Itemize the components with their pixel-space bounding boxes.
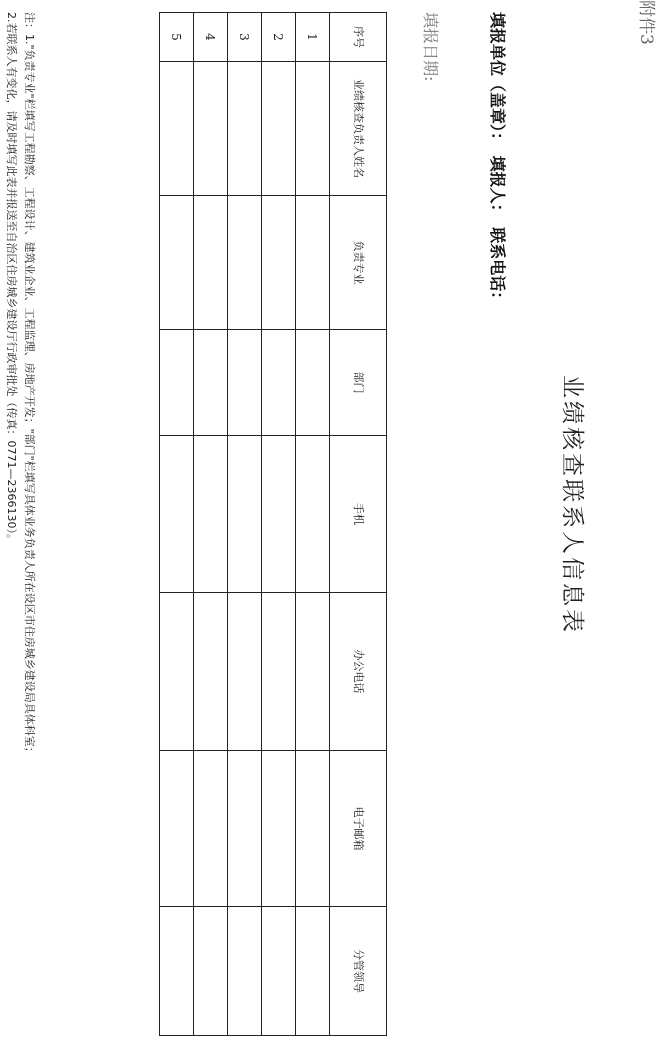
table-cell xyxy=(194,907,228,1036)
header-cell: 电子邮箱 xyxy=(330,751,387,907)
table-cell xyxy=(228,436,262,593)
row-number-cell: 4 xyxy=(194,13,228,62)
table-cell xyxy=(194,593,228,751)
filler-label: 填报人： xyxy=(488,155,507,220)
note-line-2: 2.若联系人有变化，请及时填写此表并报送至自治区住房城乡建设厅行政审批处（传真：0771—2366130）。 xyxy=(5,12,18,545)
fill-date-label: 填报日期: xyxy=(421,12,440,82)
table-cell xyxy=(228,330,262,436)
table-cell xyxy=(296,436,330,593)
header-cell: 业绩核查负责人姓名 xyxy=(330,62,387,196)
fill-info-line xyxy=(487,12,510,309)
row-number-cell: 5 xyxy=(160,13,194,62)
table-cell xyxy=(296,196,330,330)
table-cell xyxy=(160,62,194,196)
table-cell xyxy=(296,907,330,1036)
contact-info-table xyxy=(159,12,387,1036)
table-row xyxy=(160,13,194,1036)
table-cell xyxy=(296,593,330,751)
table-cell xyxy=(160,593,194,751)
table-row xyxy=(262,13,296,1036)
table-cell xyxy=(228,593,262,751)
table-row xyxy=(194,13,228,1036)
fill-unit-label: 填报单位（盖章）： xyxy=(488,12,507,149)
table-cell xyxy=(228,62,262,196)
table-cell xyxy=(194,751,228,907)
table-cell xyxy=(296,330,330,436)
table-cell xyxy=(194,62,228,196)
table-cell xyxy=(160,330,194,436)
contact-phone-label: 联系电话： xyxy=(488,227,507,308)
table-cell xyxy=(228,196,262,330)
table-cell xyxy=(262,593,296,751)
table-cell xyxy=(194,196,228,330)
table-cell xyxy=(262,196,296,330)
table-row xyxy=(296,13,330,1036)
header-cell: 部门 xyxy=(330,330,387,436)
page-title: 业绩核查联系人信息表 xyxy=(559,375,585,635)
table-cell xyxy=(296,751,330,907)
header-cell: 分管领导 xyxy=(330,907,387,1036)
header-cell: 序号 xyxy=(330,13,387,62)
row-number-cell: 1 xyxy=(296,13,330,62)
table-cell xyxy=(262,436,296,593)
table-cell xyxy=(262,751,296,907)
table-cell xyxy=(160,907,194,1036)
table-cell xyxy=(262,330,296,436)
attachment-label: 附件3 xyxy=(636,0,656,45)
row-number-cell: 2 xyxy=(262,13,296,62)
table-cell xyxy=(228,907,262,1036)
table-cell xyxy=(160,751,194,907)
row-number-cell: 3 xyxy=(228,13,262,62)
header-cell: 手机 xyxy=(330,436,387,593)
table-cell xyxy=(194,436,228,593)
header-cell: 办公电话 xyxy=(330,593,387,751)
table-cell xyxy=(262,907,296,1036)
table-cell xyxy=(160,436,194,593)
header-cell: 负责专业 xyxy=(330,196,387,330)
table-header-row xyxy=(330,13,387,1036)
table-cell xyxy=(296,62,330,196)
table-cell xyxy=(194,330,228,436)
table-cell xyxy=(262,62,296,196)
table-cell xyxy=(228,751,262,907)
table-row xyxy=(228,13,262,1036)
note-line-1: 注：1."负责专业"栏填写工程勘察、工程设计、建筑业企业、工程监理、房地产开发；"部门"栏填写具体业务负责人所在设区市住房城乡建设局具体科室； xyxy=(23,12,36,758)
table-cell xyxy=(160,196,194,330)
